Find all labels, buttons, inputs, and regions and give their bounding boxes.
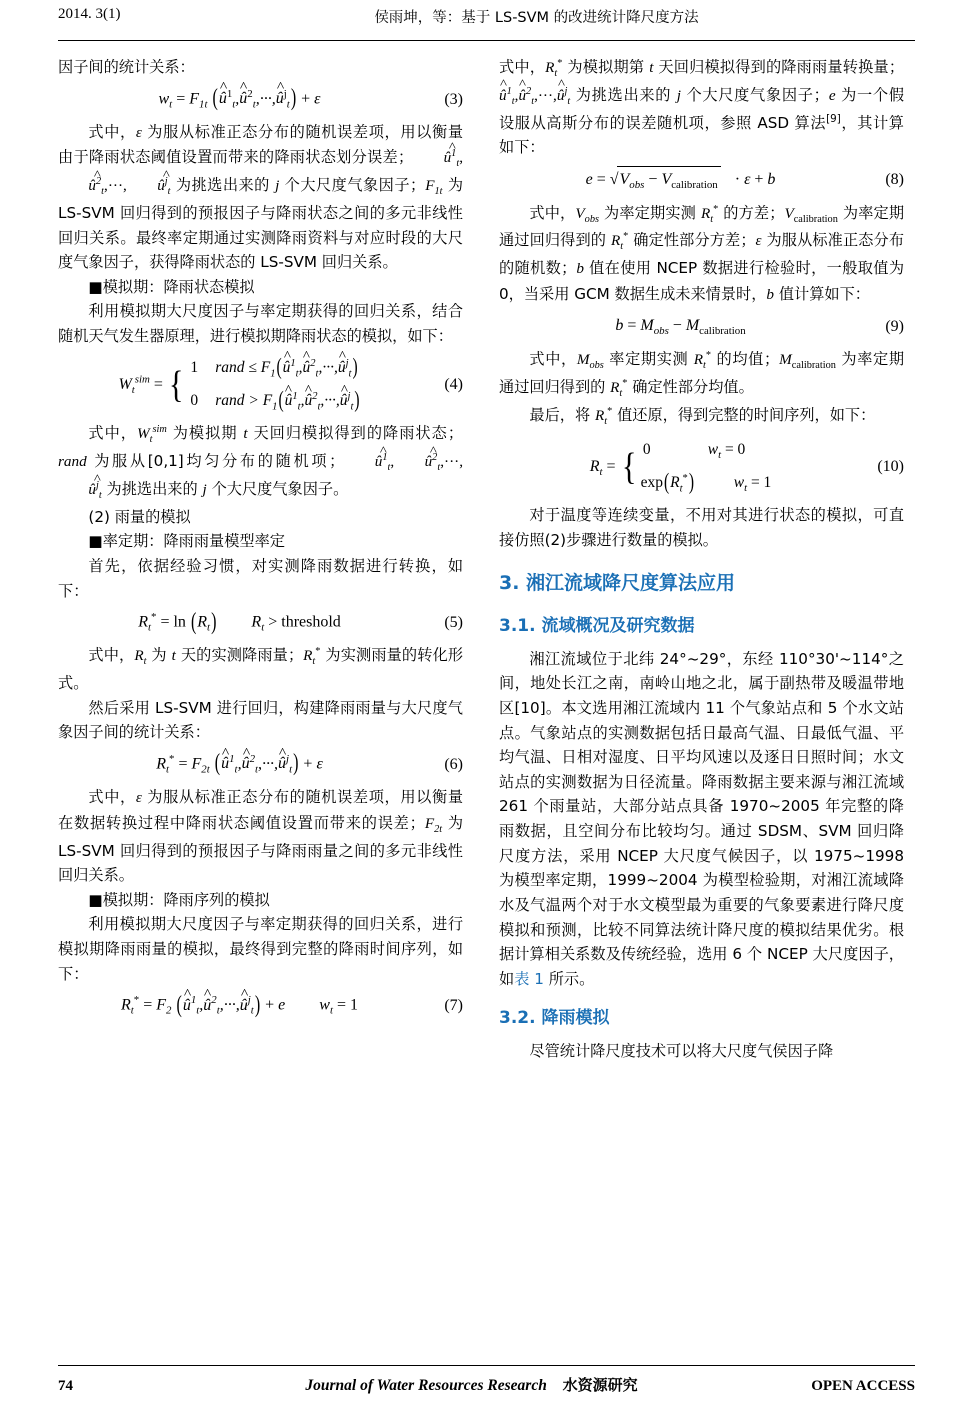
equation-10: $R_t$ = { 0 $w_t = 0$ $\exp(R_t^*)$ $w_t = 1$ (10): [589, 440, 904, 496]
paragraph-r5: 对于温度等连续变量，不用对其进行状态的模拟，可直接仿照(2)步骤进行数量的模拟。: [499, 506, 904, 549]
paragraph-r6: [499, 647, 904, 992]
paragraph-l13: 利用模拟期大尺度因子与率定期获得的回归关系，进行模拟期降雨雨量的模拟，最终得到完整的降雨时间序列，如下：: [58, 915, 463, 983]
paragraph-r6-text: 湘江流域位于北纬 24°~29°，东经 110°30'~114°之间，地处长江之南，南岭山地之北，属于副热带及暖温带地区[10]。本文选用湘江流域内 11 个气象站点和 5 个水文站点。气象站点的实测数据包括日最高气温、日最低气温、平均气温、日相对湿度、日平均风速以及逐日日照时间；水文站点的实测数据为日径流量。降雨数据主要来源与湘江流域 261 个雨量站，大部分站点具备 1970~2005 年完整的降雨数据，且空间分布比较均匀。通过 SDSM、SVM 回归降尺度方法，采用 NCEP 大尺度气候因子，以 1975~1998 为模型率定期，1999~2004 为模型检验期，对湘江流域降水及气温两个对于水文模型最为重要的气象要素进行降尺度模拟和预测，比较不同算法统计降尺度的模拟结果优劣。根据计算相关系数及传统经验，选用 6 个 NCEP 大尺度因子，如: [499, 649, 904, 988]
left-column: [58, 55, 463, 1325]
paragraph-l8: 首先，依据经验习惯，对实测降雨数据进行转换，如下：: [58, 556, 463, 600]
equation-8-number: (8): [885, 171, 904, 189]
journal-title-cn: 水资源研究: [562, 1376, 638, 1394]
paragraph-r2: 式中，$V_{obs}$ 为率定期实测 $R_t^*$ 的方差；$V_{calibration}$ 为率定期通过回归得到的 $R_t^*$ 确定性部分方差；ε 为服从标准正态分布的随机数；b 值在使用 NCEP 数据进行检验时，一般取值为 0，当采用 GCM 数据生成未来情景时，b 值计算如下：: [499, 203, 905, 303]
section-heading-3-1: 3.1. 流域概况及研究数据: [499, 616, 695, 637]
footer-rule: [58, 1365, 915, 1366]
section-heading-3: 3. 湘江流域降尺度算法应用: [499, 572, 736, 595]
equation-8: $e = √V_{obs} - V_{calibration} \cdot \varepsilon + b$ (8): [499, 166, 904, 195]
equation-5-number: (5): [444, 614, 463, 632]
equation-6: $R_t^* = F_{2t}$ (^ $û^1_t,\^{}$ $û^2_t,\cdot\cdot\cdot,\^{}$ $û^j_t) + \varepsilon$ (6): [58, 751, 463, 779]
paragraph-r3: 式中，$M_{obs}$ 率定期实测 $R_t^*$ 的均值；$M_{calibration}$ 为率定期通过回归得到的 $R_t^*$ 确定性部分均值。: [499, 350, 905, 400]
journal-title-en: Journal of Water Resources Research: [305, 1377, 547, 1394]
equation-7-number: (7): [444, 997, 463, 1015]
equation-10-number: (10): [877, 457, 904, 475]
journal-title: [178, 1374, 765, 1395]
equation-9: $b = M_{obs} - M_{calibration}$ (9): [499, 313, 904, 341]
running-head: [58, 0, 915, 40]
table-1-reference[interactable]: 表 1: [514, 969, 544, 988]
section-heading-3-2: 3.2. 降雨模拟: [499, 1008, 610, 1029]
running-head-title: 侯雨坤，等：基于 LS-SVM 的改进统计降尺度方法: [374, 10, 699, 26]
equation-6-number: (6): [444, 756, 463, 774]
paragraph-l6: (2) 雨量的模拟: [88, 507, 191, 526]
equation-3: $w_t = F_{1t}$ (^ $û^1_t,\^{}$ $û^2_t,\cdot\cdot\cdot,\^{}$ $û^j_t) + \varepsilon$ (3): [58, 86, 463, 114]
paragraph-l2: 式中，ε 为服从标准正态分布的随机误差项，用以衡量由于降雨状态阈值设置而带来的降雨状态划分误差； ^ $û^1_t,\^{}$ $û^2_t,\cdot\cdot\cdot$, ^ $û^j_t$ 为挑选出来的 j 个大尺度气象因子；$F_{1t}$ 为 LS-SVM 回归得到的预报因子与降雨状态之间的多元非线性回归关系。最终率定期通过实测降雨资料与对应时段的大尺度气象因子，获得降雨状态的 LS-SVM 回归关系。: [58, 120, 463, 275]
paragraph-l9: 式中，$R_t$ 为 t 天的实测降雨量；$R_t^*$ 为实测雨量的转化形式。: [58, 646, 464, 693]
paragraph-l5: 式中，$W_t^{sim}$ 为模拟期 t 天回归模拟得到的降雨状态；rand 为服从[0,1]均匀分布的随机项； ^ $û^1_t$, ^ $û^2_t,\cdot\cdot\cdot,\^{}$ $û^j_t$ 为挑选出来的 j 个大尺度气象因子。: [58, 421, 463, 504]
paragraph-l12: ■模拟期：降雨序列的模拟: [88, 890, 270, 909]
equation-9-number: (9): [885, 318, 904, 336]
right-column: [499, 55, 904, 1325]
equation-5: $R_t^* = \ln (R_t) R_t$ > threshold (5): [138, 609, 463, 635]
equation-3-number: (3): [444, 90, 463, 108]
paragraph-l7: ■率定期：降雨雨量模型率定: [88, 532, 285, 551]
equation-4-number: (4): [444, 376, 463, 394]
paragraph-l4: 利用模拟期大尺度因子与率定期获得的回归关系，结合随机天气发生器原理，进行模拟期降雨状态的模拟，如下：: [58, 302, 463, 346]
paragraph-r4: 最后，将 $R_t^*$ 值还原，得到完整的时间序列，如下：: [529, 405, 876, 427]
equation-4: $W_t^{sim}$ = { 1 rand ≤ $F_1(\^{}$ $û^1_t,\^{}$ $û^2_t,\cdot\cdot\cdot,\^{}$ $û^j_t$) 0 rand > $F_1(\^{}$ $û^1_t,\^{}$ $û^2_t,\cdot\cdot\cdot,\^{}$ $û^j_t$) (4): [58, 355, 463, 416]
paragraph-r7: 尽管统计降尺度技术可以将大尺度气侯因子降: [529, 1041, 834, 1060]
header-rule: [58, 40, 915, 41]
paragraph-r1: 式中，$R_t^*$ 为模拟期第 t 天回归模拟得到的降雨雨量转换量；^ $û^1_t,\^{}$ $û^2_t,\cdot\cdot\cdot,\^{}$ $û^j_t$ 为挑选出来的 j 个大尺度气象因子；e 为一个假设服从高斯分布的误差随机项，参照 ASD 算法[9]，其计算如下：: [499, 55, 904, 160]
paragraph-r6-end: 所示。: [543, 969, 595, 988]
page-footer: [58, 1365, 915, 1395]
paragraph-l11: 式中，ε 为服从标准正态分布的随机误差项，用以衡量在数据转换过程中降雨状态阈值设置而带来的误差；$F_{2t}$ 为 LS-SVM 回归得到的预报因子与降雨雨量之间的多元非线性回归关系。: [58, 788, 464, 885]
paragraph-l1: 因子间的统计关系：: [58, 58, 195, 76]
paragraph-l10: 然后采用 LS-SVM 进行回归，构建降雨雨量与大尺度气象因子间的统计关系：: [58, 698, 463, 742]
open-access-label: OPEN ACCESS: [811, 1378, 915, 1394]
running-head-left: 2014. 3(1): [58, 6, 121, 22]
paragraph-l3: ■模拟期：降雨状态模拟: [88, 277, 255, 296]
body-columns: [58, 55, 915, 1325]
equation-7: $R_t^* = F_2$ (^ $û^1_t,\^{}$ $û^2_t,\cdot\cdot\cdot,\^{}$ $û^j_t) + e$ $w_t = 1$ (7): [58, 992, 463, 1020]
page-number: 74: [58, 1378, 73, 1394]
